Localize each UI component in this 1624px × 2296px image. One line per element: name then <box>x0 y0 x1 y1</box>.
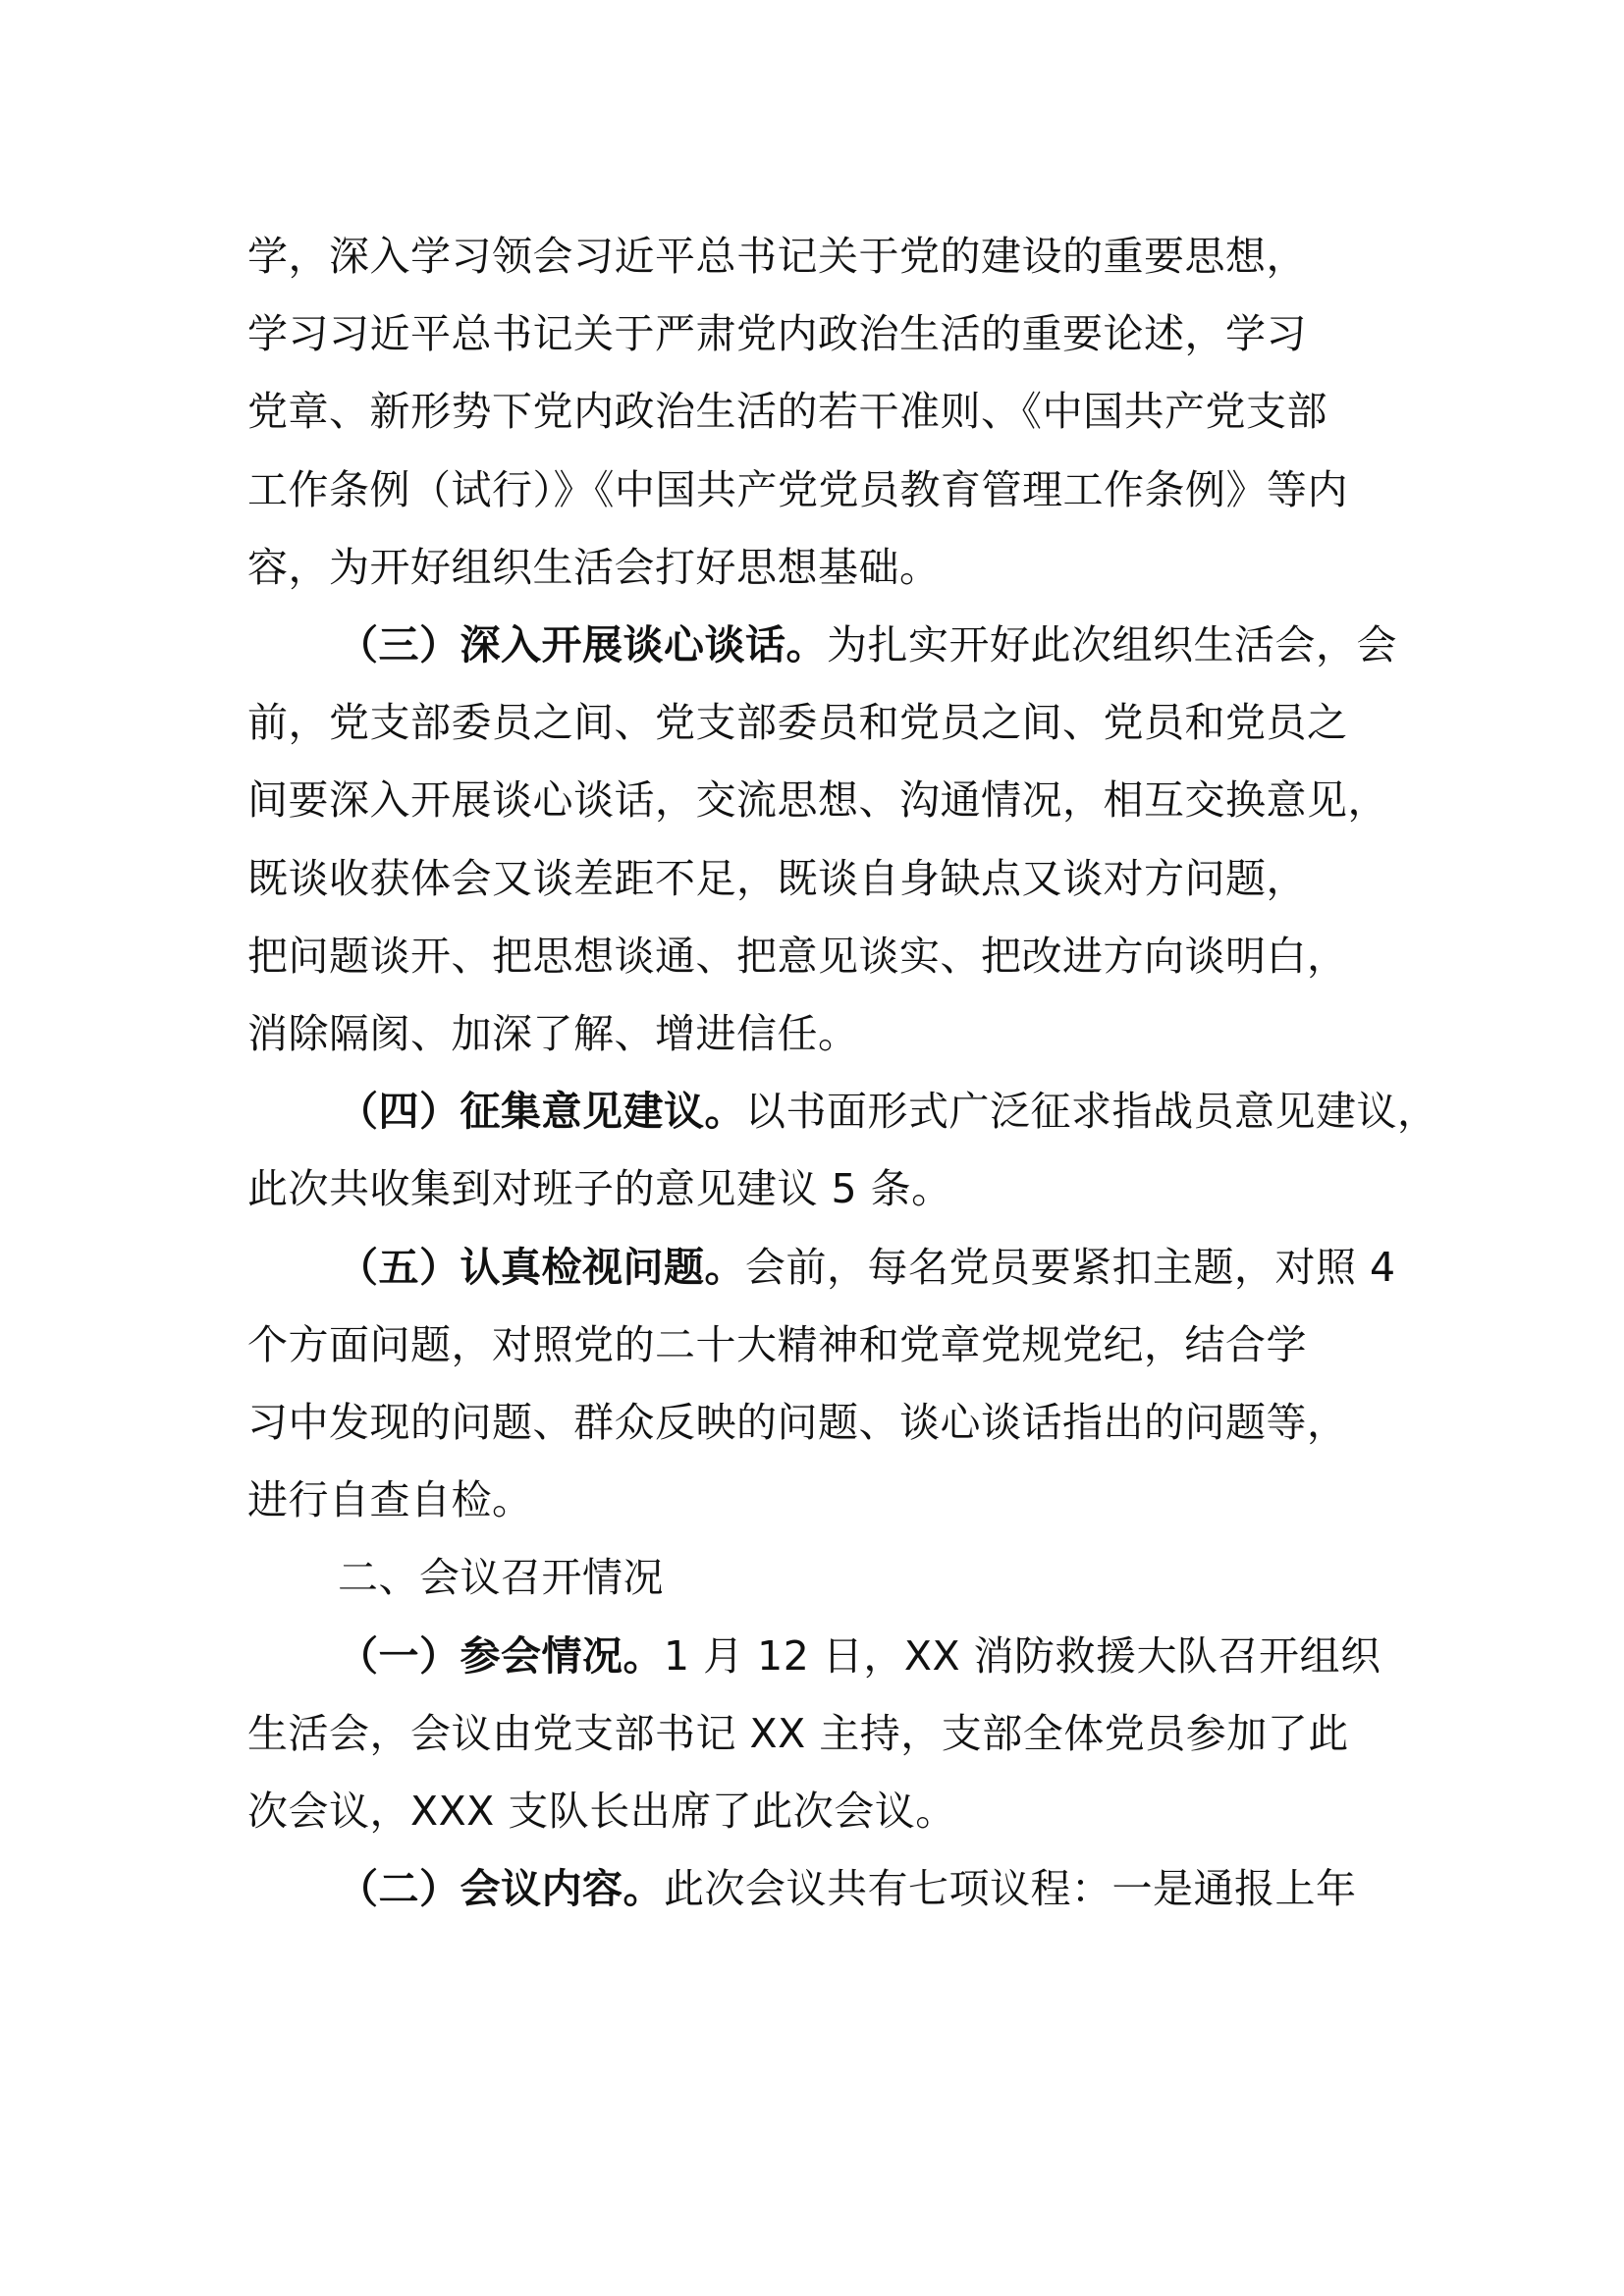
text-line <box>247 1850 1396 1928</box>
text-line: 二、会议召开情况 <box>338 1554 664 1602</box>
text-line: 个方面问题，对照党的二十大精神和党章党规党纪，结合学 <box>247 1320 1307 1368</box>
paragraph-study-content <box>247 218 1396 607</box>
section-heading: （四）征集意见建议。 <box>338 1088 745 1136</box>
text-line: 间要深入开展谈心谈话，交流思想、沟通情况，相互交换意见， <box>247 776 1388 825</box>
text-line: 工作条例（试行）》《中国共产党党员教育管理工作条例》等内 <box>247 465 1348 513</box>
text-line: 前，党支部委员之间、党支部委员和党员之间、党员和党员之 <box>247 699 1348 747</box>
section-heading: （三）深入开展谈心谈话。 <box>338 621 827 669</box>
text-line: 容，为开好组织生活会打好思想基础。 <box>247 543 941 591</box>
paragraph-heart-to-heart-talks <box>247 607 1396 1073</box>
text-run: 此次会议共有七项议程：一是通报上年 <box>664 1865 1357 1913</box>
paragraph-examine-problems <box>247 1229 1396 1540</box>
text-line: 此次共收集到对班子的意见建议 5 条。 <box>247 1165 952 1213</box>
text-line: 消除隔阂、加深了解、增进信任。 <box>247 1010 859 1058</box>
text-line: 学，深入学习领会习近平总书记关于党的建设的重要思想， <box>247 233 1307 280</box>
text-run: 会前，每名党员要紧扣主题，对照 4 <box>745 1243 1396 1291</box>
text-run: 为扎实开好此次组织生活会，会 <box>827 621 1397 669</box>
text-line <box>247 607 1396 684</box>
text-line: 既谈收获体会又谈差距不足，既谈自身缺点又谈对方问题， <box>247 854 1307 902</box>
text-line <box>247 1618 1396 1695</box>
text-line: 次会议，XXX 支队长出席了此次会议。 <box>247 1788 956 1836</box>
document-body <box>247 218 1438 1928</box>
text-line <box>247 1073 1438 1150</box>
section-heading: （一）参会情况。 <box>338 1631 664 1680</box>
paragraph-collect-suggestions <box>247 1073 1438 1228</box>
paragraph-attendance <box>247 1618 1396 1851</box>
section-heading: （五）认真检视问题。 <box>338 1243 745 1291</box>
paragraph-meeting-content <box>247 1850 1396 1928</box>
text-line: 进行自查自检。 <box>247 1476 533 1524</box>
section-title-meeting <box>247 1539 1396 1617</box>
text-line: 党章、新形势下党内政治生活的若干准则、《中国共产党支部 <box>247 388 1327 436</box>
text-line <box>247 1229 1396 1307</box>
text-line: 把问题谈开、把思想谈通、把意见谈实、把改进方向谈明白， <box>247 932 1348 980</box>
text-run: 以书面形式广泛征求指战员意见建议， <box>745 1088 1438 1136</box>
section-heading: （二）会议内容。 <box>338 1865 664 1913</box>
text-line: 习中发现的问题、群众反映的问题、谈心谈话指出的问题等， <box>247 1399 1348 1447</box>
text-run: 1 月 12 日，XX 消防救援大队召开组织 <box>664 1631 1381 1680</box>
text-line: 学习习近平总书记关于严肃党内政治生活的重要论述，学习 <box>247 310 1307 358</box>
text-line: 生活会，会议由党支部书记 XX 主持，支部全体党员参加了此 <box>247 1709 1349 1757</box>
